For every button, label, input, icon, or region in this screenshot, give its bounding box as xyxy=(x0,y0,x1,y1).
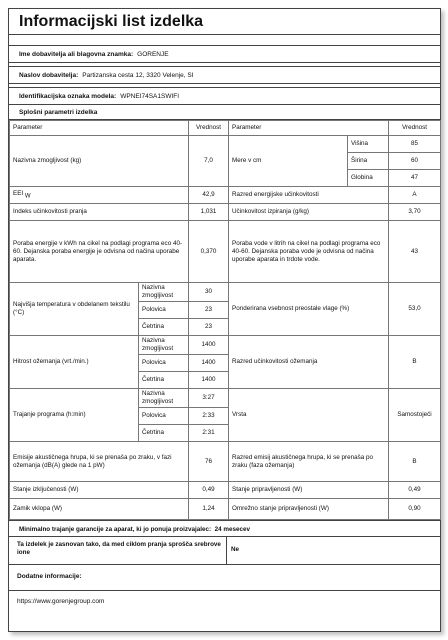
height-value: 85 xyxy=(389,136,441,153)
capacity-label: Nazivna zmogljivost (kg) xyxy=(10,136,189,187)
noise-class-label: Razred emisij akustičnega hrupa, ki se prenaša po zraku (faza ožemanja) xyxy=(229,442,389,482)
off-mode-value: 0,49 xyxy=(189,482,229,499)
model-label: Identifikacijska oznaka modela: xyxy=(19,93,117,100)
header-parameter-2: Parameter xyxy=(229,121,389,136)
guarantee-row xyxy=(9,520,440,537)
supplier-row xyxy=(9,46,440,63)
capacity-value: 7,0 xyxy=(189,136,229,187)
eei-value: 42,9 xyxy=(189,187,229,204)
network-standby-value: 0,90 xyxy=(389,499,441,520)
table-row xyxy=(10,499,441,520)
duration-quarter-value: 2:31 xyxy=(189,425,229,442)
address-row xyxy=(9,67,440,84)
table-row xyxy=(10,442,441,482)
dims-label: Mere v cm xyxy=(229,136,348,187)
silver-ions-row xyxy=(9,537,440,565)
off-mode-label: Stanje izključenosti (W) xyxy=(10,482,189,499)
address-label: Naslov dobavitelja: xyxy=(19,72,79,79)
noise-value: 76 xyxy=(189,442,229,482)
type-label: Vrsta xyxy=(229,389,389,442)
supplier-value: GORENJE xyxy=(137,51,169,58)
supplier-label: Ime dobavitelja ali blagovna znamka: xyxy=(19,51,134,58)
table-row xyxy=(10,204,441,221)
header-value-2: Vrednost xyxy=(389,121,441,136)
water-consumption-value: 43 xyxy=(389,221,441,283)
sheet-title: Informacijski list izdelka xyxy=(9,9,440,35)
table-row xyxy=(10,283,441,302)
model-row xyxy=(9,88,440,105)
temp-quarter-value: 23 xyxy=(189,319,229,336)
temp-half-value: 23 xyxy=(189,302,229,319)
guarantee-value: 24 mesecev xyxy=(214,526,250,533)
table-row xyxy=(10,221,441,283)
additional-info-label: Dodatne informacije: xyxy=(9,565,440,591)
width-value: 60 xyxy=(389,153,441,170)
spin-nominal-value: 1400 xyxy=(189,336,229,355)
table-row xyxy=(10,482,441,499)
silver-ions-question: Ta izdelek je zasnovan tako, da med ciklom pranja sprošča srebrove ione xyxy=(9,537,227,564)
network-standby-label: Omrežno stanje pripravljenosti (W) xyxy=(229,499,389,520)
spin-label: Hitrost ožemanja (vrt./min.) xyxy=(10,336,139,389)
spin-nominal-label: Nazivna zmogljivost xyxy=(139,336,189,355)
parameters-table xyxy=(9,120,441,520)
moisture-label: Ponderirana vsebnost preostale vlage (%) xyxy=(229,283,389,336)
spacer xyxy=(9,35,440,46)
width-label: Širina xyxy=(348,153,389,170)
temp-nominal-value: 30 xyxy=(189,283,229,302)
delay-start-label: Zamik vklopa (W) xyxy=(10,499,189,520)
spin-half-label: Polovica xyxy=(139,355,189,372)
energy-consumption-value: 0,370 xyxy=(189,221,229,283)
temp-nominal-label: Nazivna zmogljivost xyxy=(139,283,189,302)
temperature-label: Najvišja temperatura v obdelanem tekstilu (°C) xyxy=(10,283,139,336)
rinse-value: 3,70 xyxy=(389,204,441,221)
silver-ions-answer: Ne xyxy=(231,546,240,553)
duration-quarter-label: Četrtina xyxy=(139,425,189,442)
section-title: Splošni parametri izdelka xyxy=(9,105,440,120)
duration-nominal-label: Nazivna zmogljivost xyxy=(139,389,189,408)
delay-start-value: 1,24 xyxy=(189,499,229,520)
noise-class-value: B xyxy=(389,442,441,482)
standby-value: 0,49 xyxy=(389,482,441,499)
height-label: Višina xyxy=(348,136,389,153)
depth-value: 47 xyxy=(389,170,441,187)
duration-label: Trajanje programa (h:min) xyxy=(10,389,139,442)
guarantee-label: Minimalno trajanje garancije za aparat, ki jo ponuja proizvajalec: xyxy=(19,526,212,533)
noise-label: Emisije akustičnega hrupa, ki se prenaša po zraku, v fazi ožemanja (dB(A) glede na 1 pW) xyxy=(10,442,189,482)
spin-quarter-label: Četrtina xyxy=(139,372,189,389)
depth-label: Globina xyxy=(348,170,389,187)
eei-label-sub: W xyxy=(24,193,31,200)
rinse-label: Učinkovitost izpiranja (g/kg) xyxy=(229,204,389,221)
table-row xyxy=(10,187,441,204)
table-row xyxy=(10,136,441,153)
energy-class-label: Razred energijske učinkovitosti xyxy=(229,187,389,204)
temp-quarter-label: Četrtina xyxy=(139,319,189,336)
header-value: Vrednost xyxy=(189,121,229,136)
spin-class-value: B xyxy=(389,336,441,389)
duration-half-label: Polovica xyxy=(139,408,189,425)
table-row xyxy=(10,389,441,408)
model-value: WPNEI74SA1SWIFI xyxy=(120,93,180,100)
eei-label xyxy=(10,187,189,204)
table-row xyxy=(10,336,441,355)
spin-quarter-value: 1400 xyxy=(189,372,229,389)
spin-class-label: Razred učinkovitosti ožemanja xyxy=(229,336,389,389)
temp-half-label: Polovica xyxy=(139,302,189,319)
energy-class-value: A xyxy=(389,187,441,204)
water-consumption-label: Poraba vode v litrih na cikel na podlagi programa eco 40-60. Dejanska poraba vode je odvisna od načina uporabe aparata in trdote vode. xyxy=(229,221,389,283)
moisture-value: 53,0 xyxy=(389,283,441,336)
address-value: Partizanska cesta 12, 3320 Velenje, SI xyxy=(82,72,194,79)
additional-info-link[interactable]: https://www.gorenjegroup.com xyxy=(17,598,105,605)
eei-label-text: EEI xyxy=(13,189,24,197)
wash-index-value: 1,031 xyxy=(189,204,229,221)
header-parameter: Parameter xyxy=(10,121,189,136)
type-value: Samostoječi xyxy=(389,389,441,442)
duration-half-value: 2:33 xyxy=(189,408,229,425)
spin-half-value: 1400 xyxy=(189,355,229,372)
standby-label: Stanje pripravljenosti (W) xyxy=(229,482,389,499)
duration-nominal-value: 3:27 xyxy=(189,389,229,408)
wash-index-label: Indeks učinkovitosti pranja xyxy=(10,204,189,221)
product-info-sheet xyxy=(8,8,441,632)
table-header-row xyxy=(10,121,441,136)
energy-consumption-label: Poraba energije v kWh na cikel na podlagi programa eco 40-60. Dejanska poraba energije je odvisna od načina uporabe aparata. xyxy=(10,221,189,283)
